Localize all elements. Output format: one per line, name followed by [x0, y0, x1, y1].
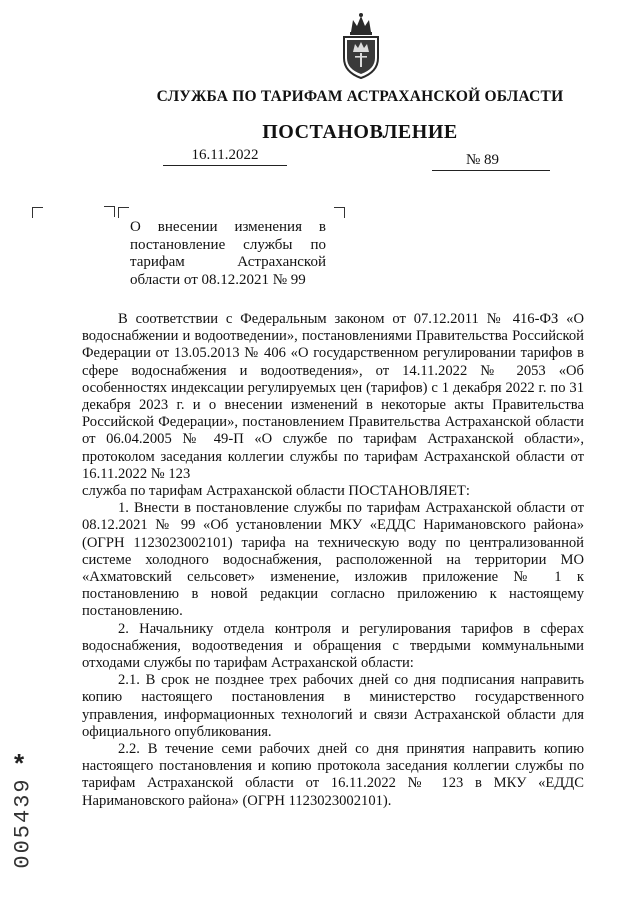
corner-mark	[334, 207, 345, 218]
item-2-2-paragraph: 2.2. В течение семи рабочих дней со дня принятия направить копию настоящего постановления и копию протокола заседания коллегии службы по тарифам Астраханской области от 16.11.2022 № 123 в МКУ «ЕДДС Наримановского района» (ОГРН 1123023002101).	[82, 741, 584, 809]
resolution-statement: служба по тарифам Астраханской области ПОСТАНОВЛЯЕТ:	[82, 483, 470, 500]
coat-of-arms-icon	[338, 10, 384, 80]
document-date-field	[163, 147, 287, 166]
item-2-1-paragraph: 2.1. В срок не позднее трех рабочих дней со дня подписания направить копию настоящего постановления в министерство государственного управления, информационных технологий и связи Астраханской области для официального опубликования.	[82, 672, 584, 740]
item-1-paragraph: 1. Внести в постановление службы по тарифам Астраханской области от 08.12.2021 № 99 «Об установлении МКУ «ЕДДС Наримановского района» (ОГРН 1123023002101) тарифа на техническую воду по централизованной системе холодного водоснабжения, расположенной на территории МО «Ахматовский сельсовет» изменение, изложив приложение № 1 к постановлению в новой редакции согласно приложению к настоящему постановлению.	[82, 500, 584, 620]
item-2-paragraph: 2. Начальнику отдела контроля и регулирования тарифов в сферах водоснабжения, водоотведения и обращения с твердыми коммунальными отходами службы по тарифам Астраханской области:	[82, 620, 584, 672]
margin-code-text: 005439	[10, 777, 36, 869]
document-subject: О внесении изменения в постановление службы по тарифам Астраханской области от 08.12.2021 № 99	[130, 219, 326, 288]
corner-mark	[118, 207, 129, 218]
margin-asterisk-mark: *	[14, 748, 25, 778]
document-number-field	[432, 152, 550, 171]
document-date: 16.11.2022	[191, 147, 259, 163]
document-number: № 89	[466, 152, 500, 168]
preamble-paragraph: В соответствии с Федеральным законом от 07.12.2011 № 416-ФЗ «О водоснабжении и водоотведении», постановлениями Правительства Российской Федерации от 13.05.2013 № 406 «О государственном регулировании тарифов в сфере водоснабжения и водоотведения», от 14.11.2022 № 2053 «Об особенностях индексации регулируемых цен (тарифов) с 1 декабря 2022 г. по 31 декабря 2023 г. и о внесении изменений в некоторые акты Правительства Российской Федерации», постановлением Правительства Астраханской области от 06.04.2005 № 49-П «О службе по тарифам Астраханской области», протоколом заседания коллегии службы по тарифам Астраханской области от 16.11.2022 № 123	[82, 311, 584, 482]
document-body	[82, 311, 584, 810]
corner-mark	[104, 206, 115, 217]
left-corner-mark	[32, 207, 43, 218]
agency-name: СЛУЖБА ПО ТАРИФАМ АСТРАХАНСКОЙ ОБЛАСТИ	[156, 88, 564, 105]
document-type-title: ПОСТАНОВЛЕНИЕ	[262, 121, 458, 143]
margin-registration-code	[10, 778, 36, 868]
